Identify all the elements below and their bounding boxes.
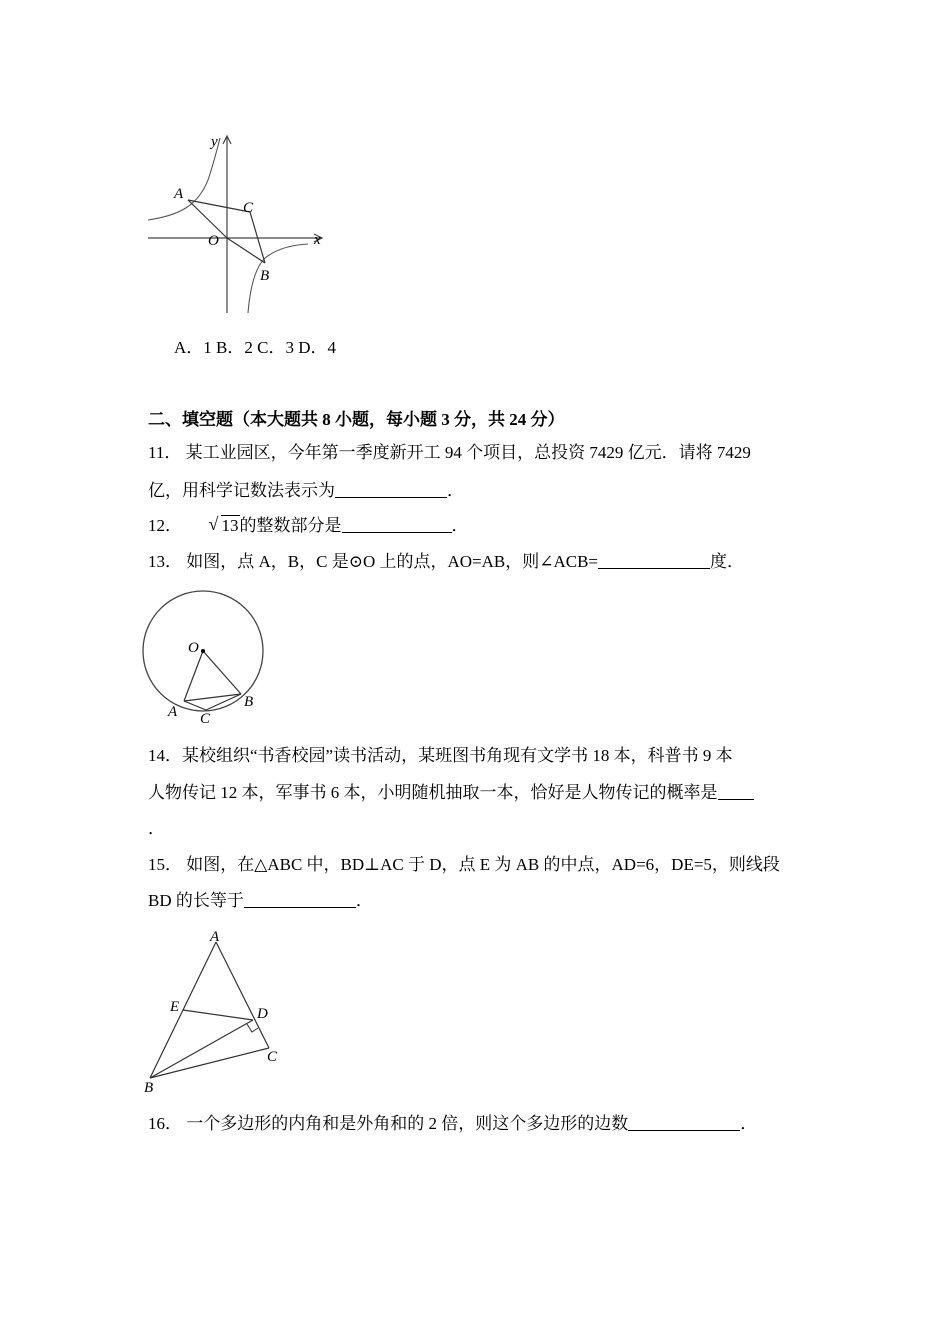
- segment-bd: [150, 1020, 253, 1078]
- label-y: y: [211, 134, 218, 150]
- q10-option-c[interactable]: C．3: [257, 338, 294, 357]
- q14-line-1: 14．某校组织“书香校园”读书活动，某班图书角现有文学书 18 本，科普书 9 本: [148, 746, 733, 765]
- q14-line-3: ．: [148, 819, 165, 838]
- q12-text: 的整数部分是: [239, 516, 342, 535]
- q14-line-2-text: 人物传记 12 本，军事书 6 本，小明随机抽取一本，恰好是人物传记的概率是: [148, 783, 718, 802]
- q15-line-1: 15． 如图，在△ABC 中，BD⊥AC 于 D，点 E 为 AB 的中点，AD=6，DE=5，则线段: [148, 855, 780, 874]
- q13-text: 13． 如图，点 A，B，C 是⊙O 上的点，AO=AB，则∠ACB=: [148, 552, 599, 571]
- label-e: E: [170, 999, 180, 1015]
- q11-line-2-end: ．: [447, 481, 464, 500]
- q11-line-2: [148, 479, 464, 503]
- label-b: B: [144, 1080, 154, 1096]
- q10-option-b[interactable]: B．2: [216, 338, 253, 357]
- label-o: O: [188, 640, 199, 656]
- q16-end: ．: [740, 1114, 758, 1133]
- figure-q15-triangle: [140, 928, 290, 1098]
- q15-line-2-end: ．: [355, 891, 373, 910]
- label-c: C: [267, 1049, 278, 1065]
- q15-answer-blank[interactable]: [244, 889, 356, 908]
- segment-oa: [184, 651, 203, 701]
- label-c: C: [243, 200, 254, 216]
- segment-ob: [203, 651, 241, 694]
- q16-line: [148, 1112, 757, 1136]
- q13-line: [148, 550, 744, 574]
- label-a: A: [174, 186, 184, 202]
- q12-number: 12．: [148, 516, 182, 535]
- q15-line-2-text: BD 的长等于: [148, 891, 244, 910]
- q15-line-2: [148, 889, 373, 913]
- q10-option-d[interactable]: D．4: [298, 338, 336, 357]
- center-point: [201, 649, 205, 653]
- label-o: O: [208, 233, 219, 249]
- label-b: B: [244, 694, 254, 710]
- hyperbola-lower-right: [248, 244, 308, 313]
- label-a: A: [168, 704, 178, 720]
- right-angle-mark: [247, 1024, 258, 1032]
- q11-answer-blank[interactable]: [335, 479, 447, 498]
- q12-answer-blank[interactable]: [342, 514, 452, 533]
- segment-ed: [183, 1010, 253, 1020]
- q13-answer-blank[interactable]: [598, 550, 710, 569]
- q11-line-2-text: 亿，用科学记数法表示为: [148, 481, 335, 500]
- q14-answer-blank[interactable]: [718, 781, 754, 800]
- label-d: D: [257, 1006, 268, 1022]
- q11-line-1: 11． 某工业园区，今年第一季度新开工 94 个项目，总投资 7429 亿元．请将 7429: [148, 443, 751, 462]
- label-a: A: [210, 929, 220, 945]
- q10-option-a[interactable]: A．1: [174, 338, 212, 357]
- q14-line-2: [148, 781, 754, 805]
- section-heading-fill-in: 二、填空题（本大题共 8 小题，每小题 3 分，共 24 分）: [148, 410, 565, 429]
- label-b: B: [260, 268, 270, 284]
- label-x: x: [314, 232, 321, 248]
- q12-end: ．: [451, 516, 469, 535]
- q12-line: [148, 514, 469, 538]
- sqrt-13: [209, 514, 240, 538]
- figure-q10-coordinate-graph: [140, 128, 340, 318]
- segment-ac: [188, 200, 250, 212]
- q16-text: 16． 一个多边形的内角和是外角和的 2 倍，则这个多边形的边数: [148, 1114, 629, 1133]
- figure-q13-circle: [140, 590, 280, 726]
- q16-answer-blank[interactable]: [628, 1112, 740, 1131]
- radical-sign-icon: √: [208, 514, 219, 534]
- q13-end: 度．: [710, 552, 745, 571]
- segment-ac: [216, 942, 269, 1048]
- radicand: 13: [221, 516, 239, 535]
- q10-options: [174, 336, 336, 360]
- segment-bc: [150, 1048, 269, 1078]
- label-c: C: [200, 711, 211, 726]
- hyperbola-upper-left: [148, 138, 220, 220]
